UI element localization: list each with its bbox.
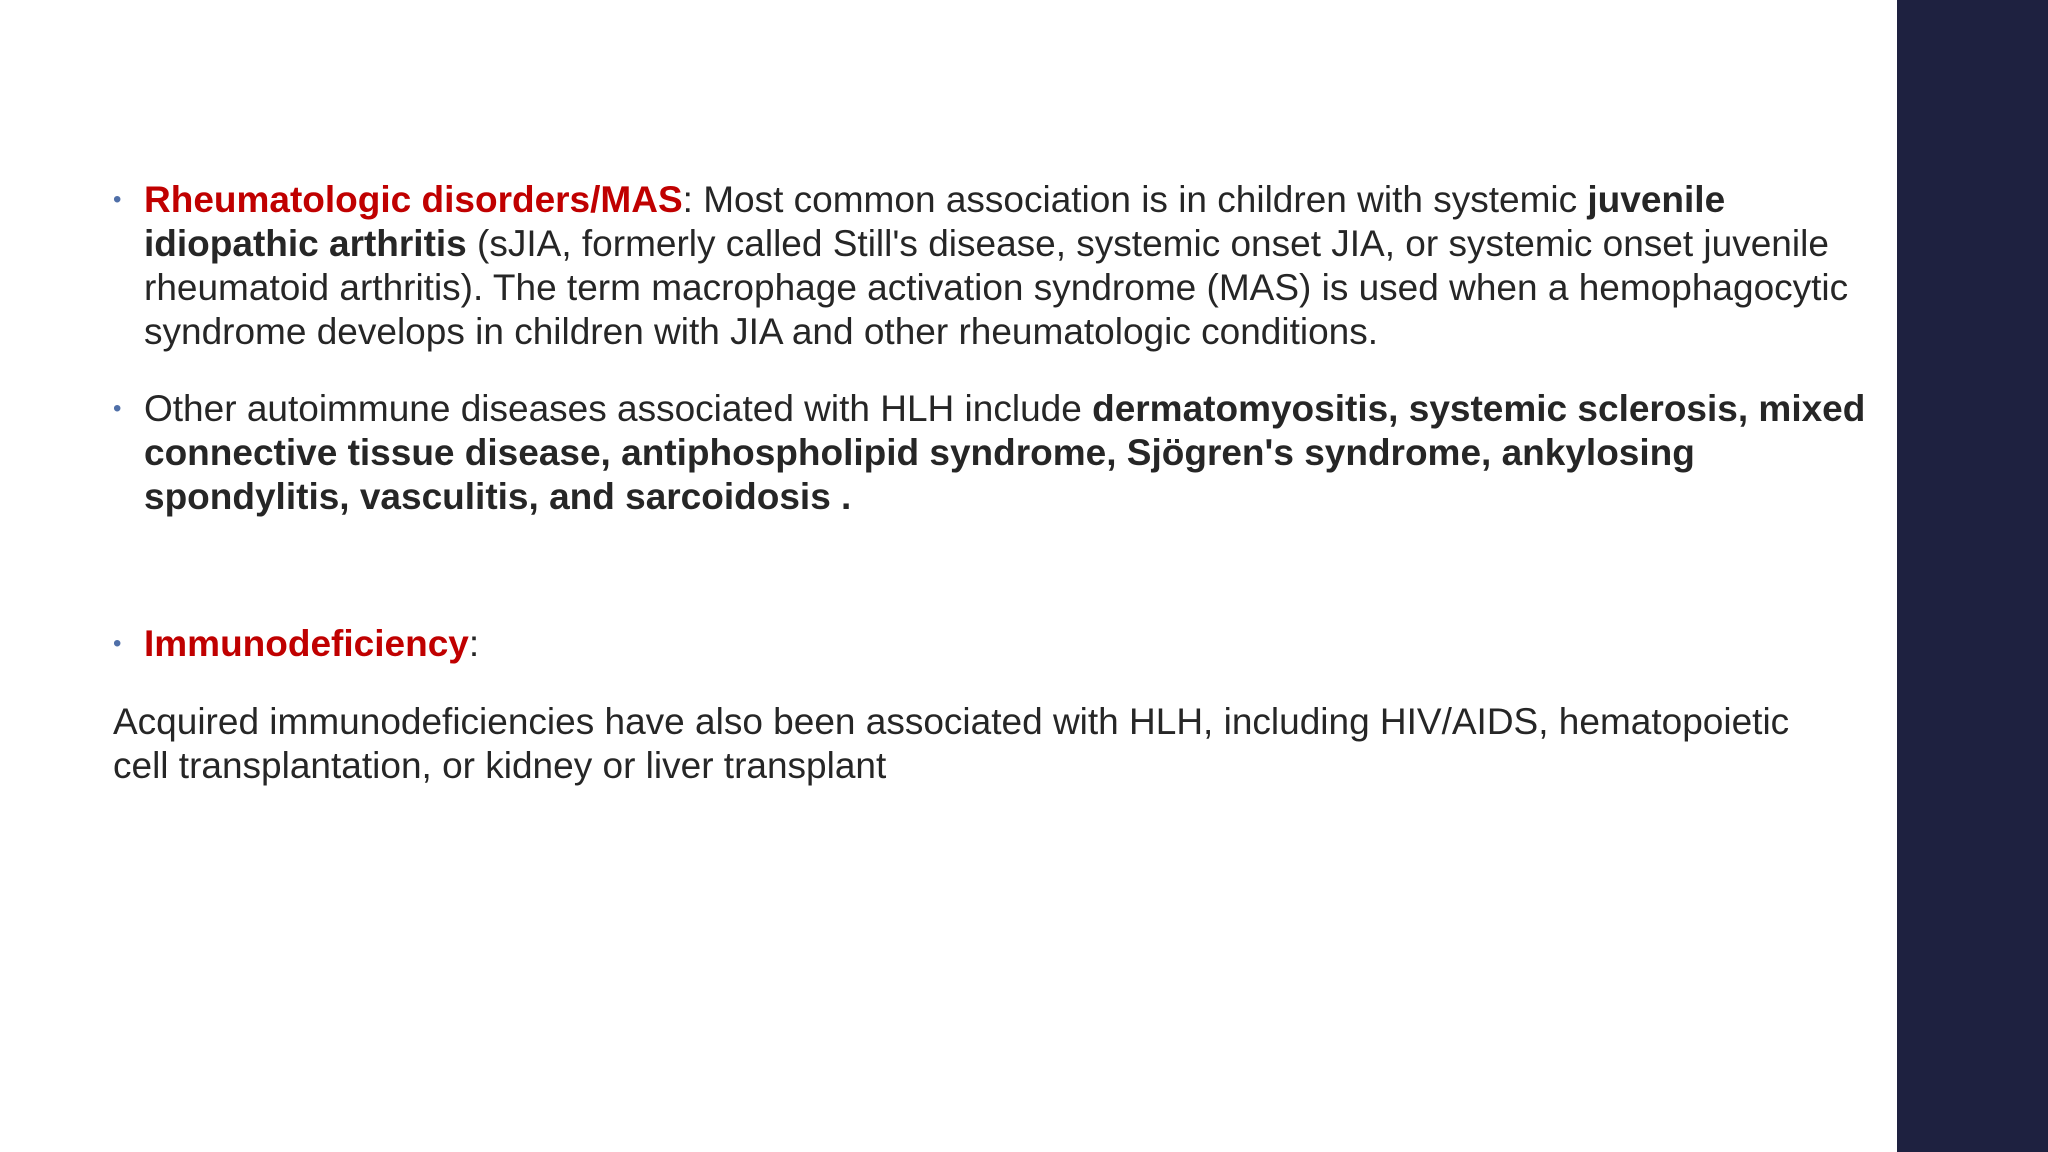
bullet-rheumatologic <box>113 178 1873 354</box>
bullet-bold-list: dermatomyositis, systemic sclerosis, mixed connective tissue disease, antiphospholipid syndrome, Sjögren's syndrome, ankylosing spondylitis, vasculitis, and sarcoidosis . <box>144 388 1866 517</box>
bullet-heading-rheumatologic: Rheumatologic disorders/MAS <box>144 179 683 220</box>
bullet-text: Other autoimmune diseases associated with HLH include <box>144 388 1093 429</box>
bullet-immunodeficiency <box>113 622 1873 666</box>
paragraph-acquired: Acquired immunodeficiencies have also been associated with HLH, including HIV/AIDS, hematopoietic cell transplantation, or kidney or liver transplant <box>113 701 1790 786</box>
bullet-sep: : <box>682 179 693 220</box>
bullet-text: (sJIA, formerly called Still's disease, systemic onset JIA, or systemic onset juvenile rheumatoid arthritis). The term macrophage activation syndrome (MAS) is used when a hemophagocytic syndrome develops in children with JIA and other rheumatologic conditions. <box>144 223 1849 352</box>
bullet-text: Most common association is in children with systemic <box>692 179 1588 220</box>
bullet-heading-immunodeficiency: Immunodeficiency <box>144 623 469 664</box>
side-decoration-band <box>1897 0 2048 1152</box>
bullet-bold-term: juvenile idiopathic arthritis <box>144 179 1726 264</box>
bullet-dot-icon: • <box>113 395 122 422</box>
bullet-dot-icon: • <box>113 630 122 657</box>
bullet-autoimmune <box>113 387 1873 519</box>
slide-content <box>113 178 1873 788</box>
bullet-dot-icon: • <box>113 186 122 213</box>
bullet-sep: : <box>468 623 480 664</box>
